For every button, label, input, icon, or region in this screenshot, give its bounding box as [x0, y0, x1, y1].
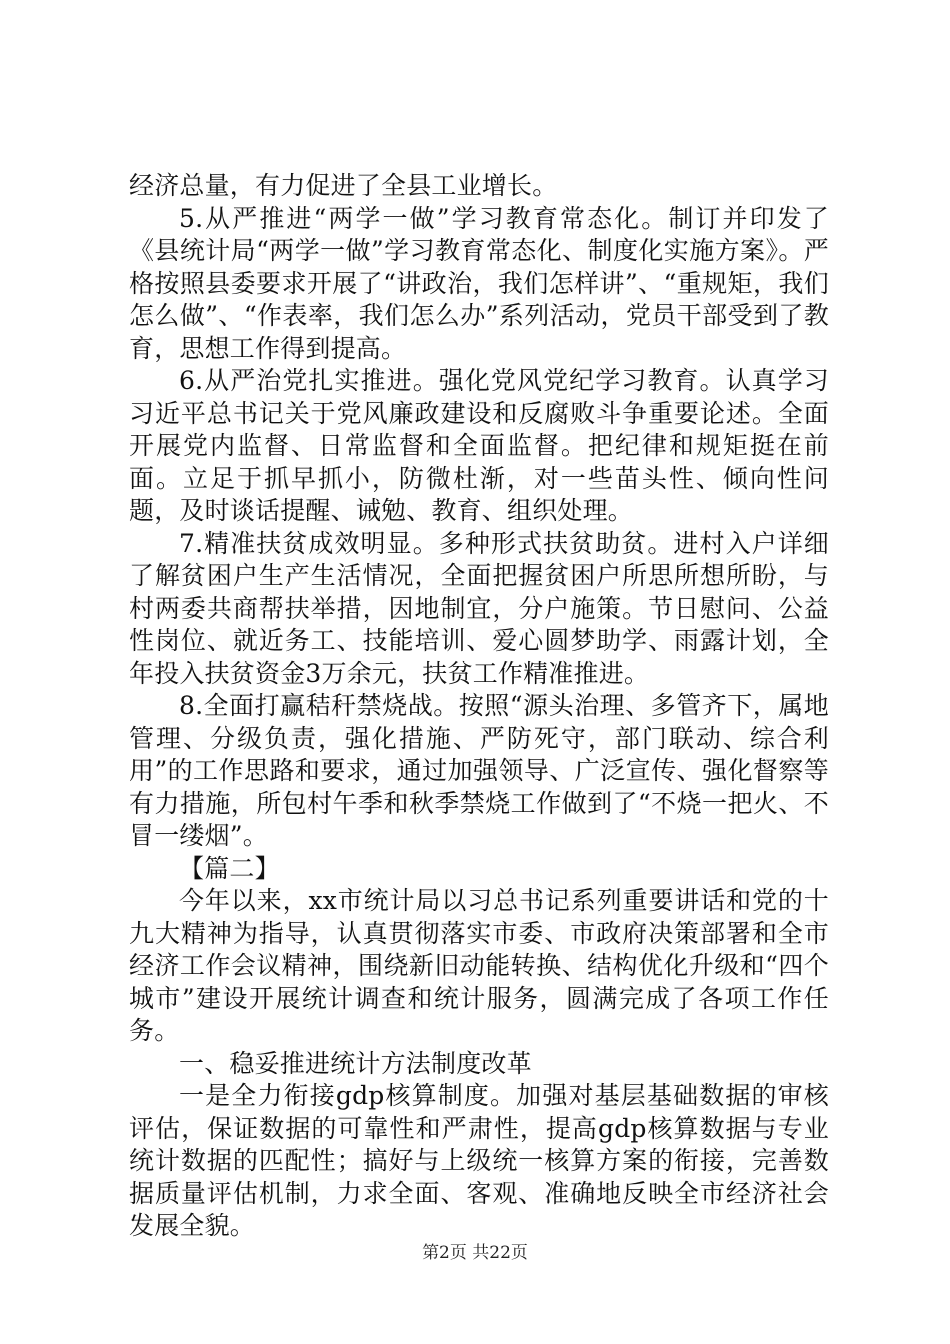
- document-body: [129, 170, 829, 1243]
- page-number-footer: 第2页 共22页: [422, 1243, 528, 1263]
- paragraph-item-7: 7.精准扶贫成效明显。多种形式扶贫助贫。进村入户详细了解贫困户生产生活情况，全面把握贫困户所思所想所盼，与村两委共商帮扶举措，因地制宜，分户施策。节日慰问、公益性岗位、就近务工、技能培训、爱心圆梦助学、雨露计划，全年投入扶贫资金3万余元，扶贫工作精准推进。: [129, 528, 829, 688]
- paragraph-continuation: 经济总量，有力促进了全县工业增长。: [129, 171, 558, 200]
- paragraph-item-6: 6.从严治党扎实推进。强化党风党纪学习教育。认真学习习近平总书记关于党风廉政建设和反腐败斗争重要论述。全面开展党内监督、日常监督和全面监督。把纪律和规矩挺在前面。立足于抓早抓小，防微杜渐，对一些苗头性、倾向性问题，及时谈话提醒、诫勉、教育、组织处理。: [129, 366, 829, 525]
- section-heading-part-two: 【篇二】: [179, 853, 280, 883]
- paragraph-gdp-accounting: 一是全力衔接gdp核算制度。加强对基层基础数据的审核评估，保证数据的可靠性和严肃性，提高gdp核算数据与专业统计数据的匹配性；搞好与上级统一核算方案的衔接，完善数据质量评估机制，力求全面、客观、准确地反映全市经济社会发展全貌。: [129, 1081, 829, 1240]
- paragraph-item-5: 5.从严推进“两学一做”学习教育常态化。制订并印发了《县统计局“两学一做”学习教育常态化、制度化实施方案》。严格按照县委要求开展了“讲政治，我们怎样讲”、“重规矩，我们怎么做”、“作表率，我们怎么办”系列活动，党员干部受到了教育，思想工作得到提高。: [129, 203, 829, 363]
- paragraph-item-8: 8.全面打赢秸秆禁烧战。按照“源头治理、多管齐下，属地管理、分级负责，强化措施、严防死守，部门联动、综合利用”的工作思路和要求，通过加强领导、广泛宣传、强化督察等有力措施，所包村午季和秋季禁烧工作做到了“不烧一把火、不冒一缕烟”。: [129, 691, 829, 850]
- subheading-statistics-reform: 一、稳妥推进统计方法制度改革: [179, 1048, 532, 1078]
- paragraph-intro: 今年以来，xx市统计局以习总书记系列重要讲话和党的十九大精神为指导，认真贯彻落实市委、市政府决策部署和全市经济工作会议精神，围绕新旧动能转换、结构优化升级和“四个城市”建设开展统计调查和统计服务，圆满完成了各项工作任务。: [129, 886, 829, 1045]
